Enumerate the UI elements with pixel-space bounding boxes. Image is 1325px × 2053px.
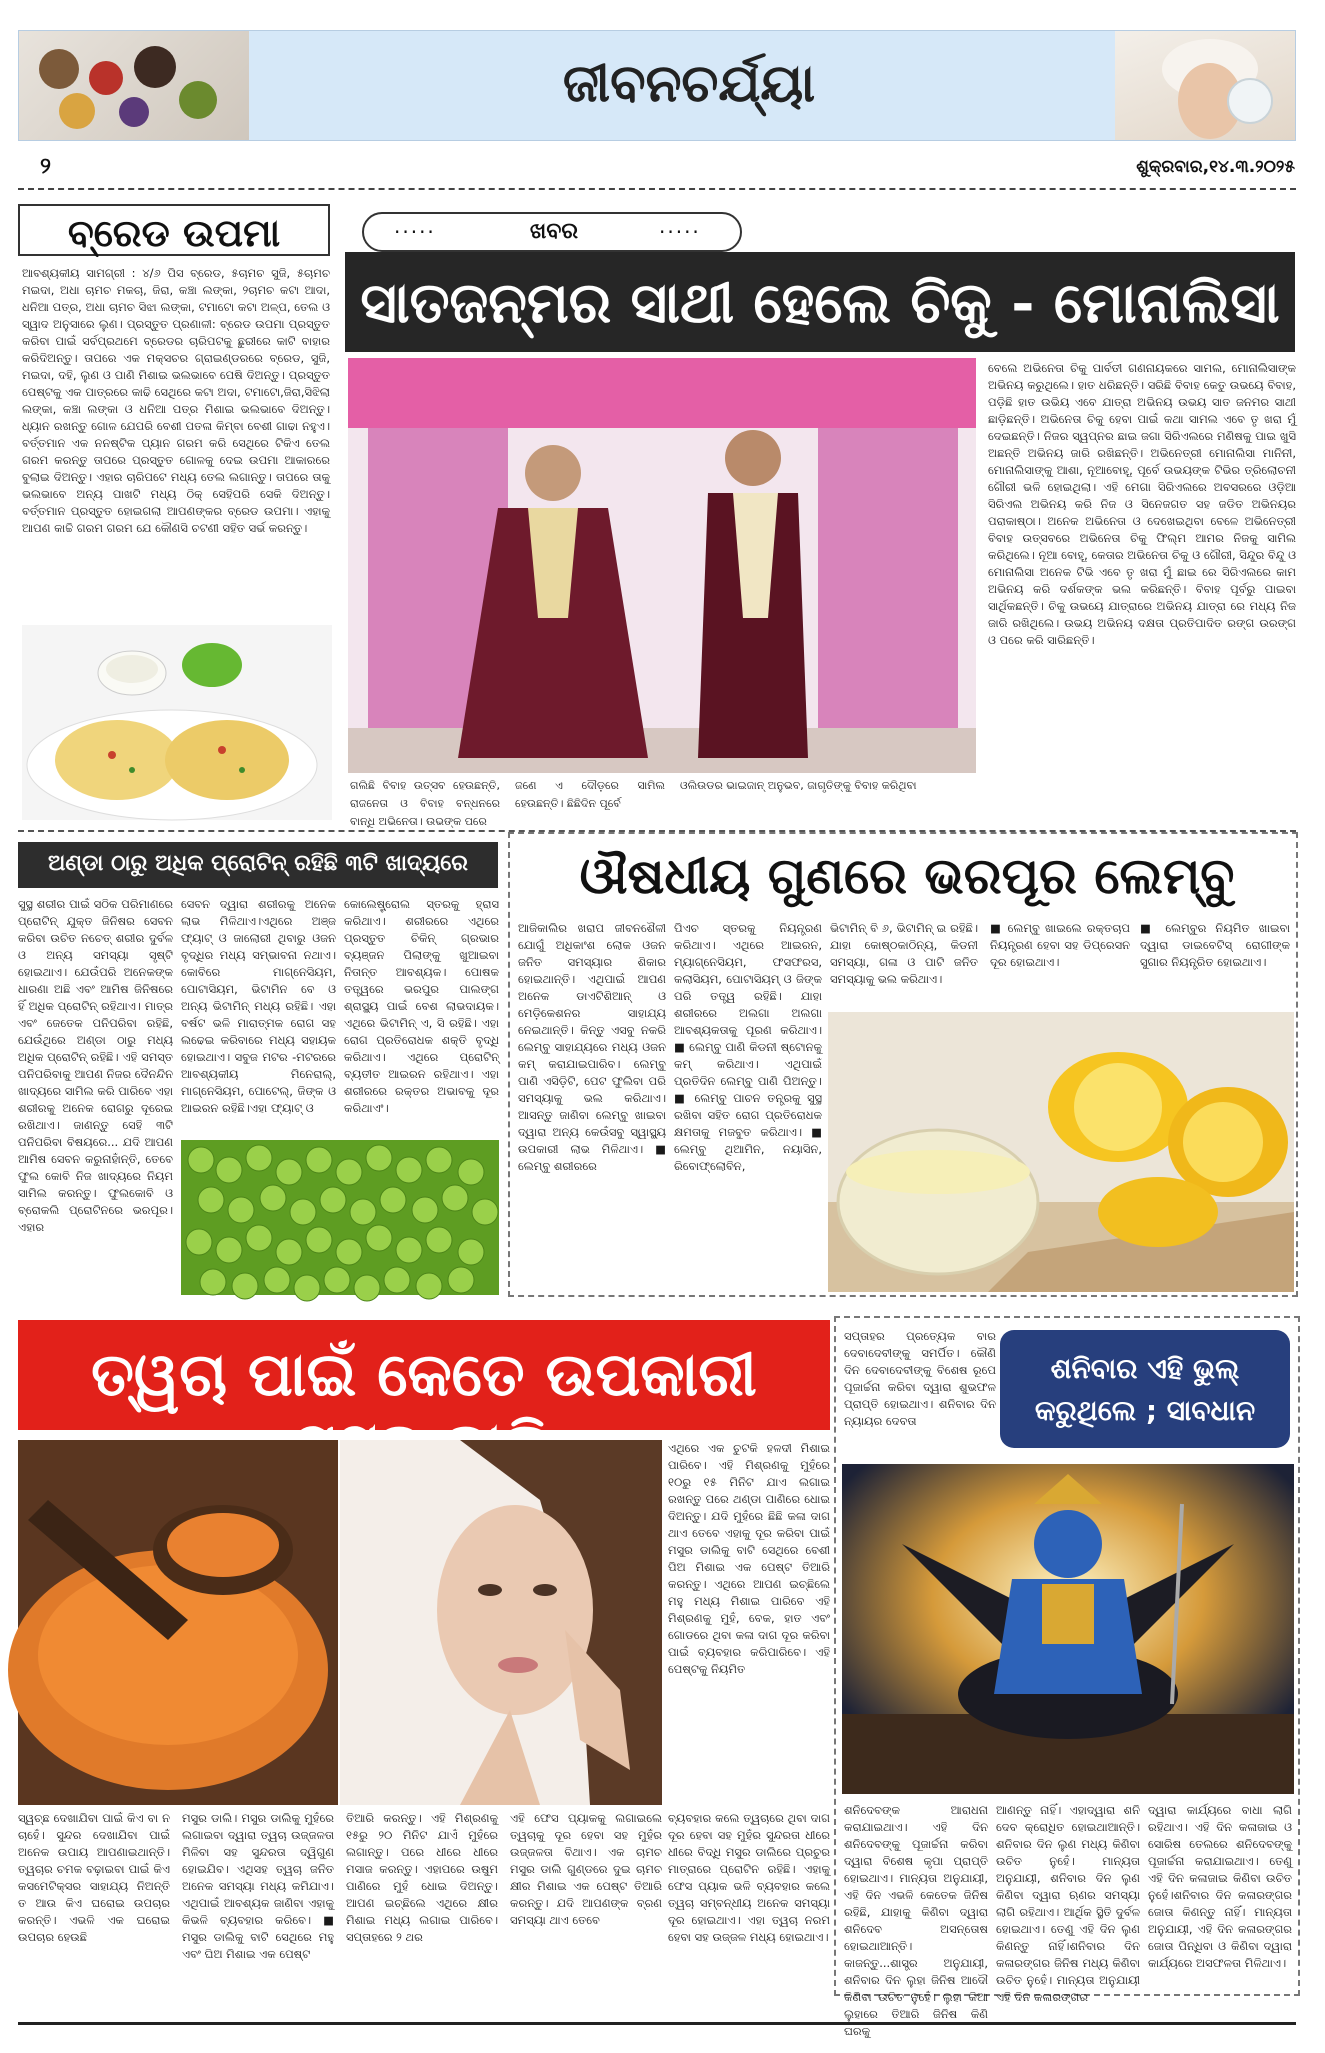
protein-body-col: କୋଲେଷ୍ଟ୍ରୋଲ ସ୍ତରକୁ ହ୍ରାସ କରିଥାଏ। ଶରୀରରେ ଏଥିରେ ପ୍ରସ୍ତୁତ ଚିକିନ୍ ଗ୍ରଭାର ବ୍ୟଞ୍ଜନ ପିଲାଙ୍କୁ ଖୁଆଇବା ନିତାନ୍ତ ଆବଶ୍ୟକ। ପୋଷକ ତତ୍ତ୍ୱରେ ଭରପୁର ପାଲଙ୍ଗ ଶ୍ରାସ୍ଥ୍ୟ ପାଇଁ ବେଶ ଲାଭଦାୟକ। ଏଥିରେ ଭିଟାମିନ୍ ଏ, ସି ରହିଛି। ଏହା ରୋଗ ପ୍ରତିରୋଧକ ଶକ୍ତି ବୃଦ୍ଧି କରିଥାଏ। ଏଥିରେ ପ୍ରୋଟିନ୍ ବ୍ୟତୀତ ଆଇରନ ରହିଥାଏ। ଏହା ଶରୀରରେ ରକ୍ତର ଅଭାବକୁ ଦୂର କରିଥାଏଂ।	[344, 897, 499, 1115]
woman-face-photo	[340, 1440, 662, 1805]
news-tag	[362, 212, 742, 252]
red-lentils-photo	[18, 1440, 338, 1805]
article-paragraph: ଓଲିଉଡର ଭାଇଜାନ୍ ଅନୁଭବ, ଜାଗୃତିଙ୍କୁ ବିବାହ କରିଥିବା	[680, 779, 917, 792]
article-body: ବେଲେ ଅଭିନେତା ଚିକୁ ପାର୍ବତୀ ଗଣନାୟକରେ ସାମଲ, ମୋନାଲିସାଙ୍କ ଅଭିନୟ କରୁଥିଲେ। ହାତ ଧରିଛନ୍ତି। ସରିଛି ବିବାହ କେତୁ ଉଭୟେ ବିବାହ, ପଡ଼ିଛି ହାତ ଉଭିୟ ଏବେ ଯାତ୍ରା ଅଭିନୟ ଉଭୟ ସାତ ଜନମର ସାଥୀ ଛାଡ଼ିଛନ୍ତି। ଅଭିନେତା ଚିକୁ ହେବା ପାଇଁ କଥା ସାମଲ ଏବେ ତୃ ଖରା ମୁଁ ଦେଇଛନ୍ତି। ନିଜର ସ୍ୱପ୍ନର ଛାଇ ଜଗା ସିରିଏଲରେ ମଣିଷକୁ ପାଇ ଖୁସି ଅଛନ୍ତି ଅଭିନୟ ଜାରି ରଖିଛନ୍ତି। ଅଭିନେତ୍ରୀ ମୋନାଲିସା ମାନିନୀ, ମୋନାଲିସାଙ୍କୁ ଆଶା, ନୂଆବୋହୂ, ପୂର୍ବେ ଉଭୟଙ୍କ ଟିଭିର ତ୍ରିଲୋଚନୀ ଗୌରୀ ଭଳି ହୋଇଥିଲା। ଏହି ମେଗା ସିରିଏଲରେ ଅବସରରେ ଓଡ଼ିଆ ସିରିଏଲ ଅଭିନୟ କରି ନିଜ ଓ ସିନେଜଗତ ସହ ଜଡିତ ଅଭିନୟର ପରାକାଷ୍ଠା। ଅନେକ ଅଭିନେତା ଓ ଦେଖେଇଥିବା ବେଳେ ଅଭିନେତ୍ରୀ ବିବାହ ଉତ୍ସବରେ ଅଭିନେତା ଚିକୁ ଫିଲ୍ମ ଆମର ନିଜକୁ ସାମିଲ କରିଥିଲେ। ନୂଆ ବୋହୂ, କେତାର ଅଭିନେତା ଚିକୁ ଓ ଗୌରୀ, ସିନ୍ଦୁର ବିନ୍ଦୁ ଓ ମୋନାଲିସା ଅନେକ ଟିଭି ଏବେ ତୃ ଖରା ମୁଁ ଛାଇ ରେ ସିରିଏଲରେ କାମ ଅଭିନୟ କରି ଦର୍ଶକଙ୍କ ଭଲ କରିଛନ୍ତି। ବିବାହ ପୂର୍ବରୁ ପାଇବା ସାର୍ଥିକଛନ୍ତି। ଚିକୁ ଉଭୟେ ଯାତ୍ରାରେ ଅଭିନୟ ଯାତ୍ରା ରେ ମଧ୍ୟ ନିଜ ଜାରି ରଖିଥିଲେ। ଉଭୟ ଅଭିନୟ ଦକ୍ଷତା ପ୍ରତିପାଦିତ ରଙ୍ଗ ଉରଙ୍ଗ ଓ ପରେ କରି ସାରିଛନ୍ତି।	[988, 361, 1296, 647]
saturday-headline-line: କରୁଥିଲେ ; ସାବଧାନ	[1034, 1394, 1256, 1427]
protein-headline: ଅଣ୍ଡା ଠାରୁ ଅଧିକ ପ୍ରୋଟିନ୍ ରହିଛି ୩ଟି ଖାଦ୍ୟରେ	[48, 851, 468, 876]
spices-food-image	[19, 31, 249, 140]
recipe-title-box	[18, 204, 330, 256]
lemon-juice-photo	[828, 1012, 1294, 1292]
lemon-body-col: ଆଜିକାଲିର ଖରାପ ଜୀବନଶୈଳୀ ଯୋଗୁଁ ଅଧିକାଂଶ ଲୋକ ଓଜନ ଜନିତ ସମସ୍ୟାର ଶିକାର ହୋଇଥାନ୍ତି। ଏଥିପାଇଁ ଆପଣ ଅନେକ ଡାଏଟିଶିଆନ୍ ଓ ମେଡ଼ିକେଶନର ସାହାଯ୍ୟ ନେଇଥାନ୍ତି। କିନ୍ତୁ ଏସବୁ ନକରି ଲେମ୍ବୁ ସାହାଯ୍ୟରେ ମଧ୍ୟ ଓଜନ କମ୍ କରାଯାଇପାରିବ। ଲେମ୍ବୁ ପାଣି ଏସିଡ଼ିଟି, ପେଟ ଫୁଲିବା ପରି ସମସ୍ୟାକୁ ଭଲ କରିଥାଏ। ଆସନ୍ତୁ ଜାଣିବା ଲେମ୍ବୁ ଖାଇବା ଦ୍ୱାରା ଅନ୍ୟ କେଉଁସବୁ ସ୍ୱାସ୍ଥ୍ୟ ଉପକାରୀ ଲାଭ ମିଳିଥାଏ। ■ ଲେମ୍ବୁ ଶରୀରରେ	[518, 921, 666, 1173]
masthead-banner	[18, 30, 1296, 141]
masoor-body-col: ତିଆରି କରନ୍ତୁ। ଏହି ମିଶ୍ରଣକୁ ୧୫ରୁ ୨୦ ମିନିଟ ଯାଏଁ ମୁହଁରେ ଲଗାନ୍ତୁ। ପରେ ଧୀରେ ଧୀରେ ମସାଜ କରନ୍ତୁ। ଏହାପରେ ଉଷୁମ ପାଣିରେ ମୁହଁ ଧୋଇ ଦିଅନ୍ତୁ। ଆପଣ ଇଚ୍ଛିଲେ ଏଥିରେ କ୍ଷୀର ମିଶାଇ ମଧ୍ୟ ଲଗାଇ ପାରିବେ। ସପ୍ତାହରେ ୨ ଥର	[346, 1811, 498, 1944]
bread-upma-photo	[22, 625, 332, 820]
divider-line	[18, 2022, 1296, 2025]
lemon-headline: ଔଷଧୀୟ ଗୁଣରେ ଭରପୂର ଲେମ୍ବୁ	[579, 846, 1235, 905]
green-peas-photo	[181, 1140, 499, 1295]
lemon-body-col: ପିଏଚ ସ୍ତରକୁ ନିୟନ୍ତ୍ରଣ କରିଥାଏ। ଏଥିରେ ଆଇରନ, ମ୍ୟାଗ୍ନେସିୟମ, ଫସଫରସ, କଲାସିୟମ, ପୋଟାସିୟମ୍ ଓ ଜିଙ୍କ ପରି ତତ୍ତ୍ୱ ରହିଛି। ଯାହା ଶରୀରରେ ଅଲଗା ଅଲଗା ଆବଶ୍ୟକତାକୁ ପୂରଣ କରିଥାଏ। ■ ଲେମ୍ବୁ ପାଣି କିଡନୀ ଷ୍ଟୋନକୁ କମ୍ କରିଥାଏ। ଏଥିପାଇଁ ପ୍ରତିଦିନ ଲେମ୍ବୁ ପାଣି ପିଅନ୍ତୁ। ■ ଲେମ୍ବୁ ପାଚନ ତନ୍ତ୍ରକୁ ସୁସ୍ଥ ରଖିବା ସହିତ ରୋଗ ପ୍ରତିରୋଧକ କ୍ଷମତାକୁ ମଜବୁତ କରିଥାଏ। ■ ଲେମ୍ବୁ ଥିଆମିନ, ନୟାସିନ, ରିବୋଫ୍ଲୋବିନ,	[674, 921, 822, 1173]
masoor-headline-bar	[18, 1320, 830, 1430]
article-paragraph: ଜଣେ ଏ ଦୌଡ଼ରେ ସାମିଲ ହେଉଛନ୍ତି। ଛିଛିଦିନ ପୂର୍ବେ	[515, 779, 665, 810]
section-title: ଜୀବନଚର୍ଯ୍ୟା	[562, 53, 816, 114]
wedding-couple-photo	[348, 358, 976, 773]
tag-dots: ·····	[659, 220, 701, 244]
masoor-headline: ତ୍ୱଚା ପାଇଁ କେତେ ଉପକାରୀ	[91, 1340, 757, 1410]
tag-label: ଖବର	[529, 219, 579, 244]
masoor-body-col: ମସୁର ଡାଲି। ମସୁର ଡାଲିକୁ ମୁହଁରେ ଲଗାଇବା ଦ୍ୱାରା ତ୍ୱଚା ଉଜ୍ଜଳତା ମିଳିବା ସହ ସୁନ୍ଦରତା ଦ୍ୱିଗୁଣ ହୋଇଯିବ। ଏଥିସହ ତ୍ୱଚା ଜନିତ ଅନେକ ସମସ୍ୟା ମଧ୍ୟ କମିଯାଏ। ଏଥିପାଇଁ ଆବଶ୍ୟକ ଜାଣିବା ଏହାକୁ କିଭଳି ବ୍ୟବହାର କରିବେ। ■ ମସୁର ଡାଲିକୁ ବାଟି ସେଥିରେ ମହୁ ଏବଂ ଘିଅ ମିଶାଇ ଏକ ପେଷ୍ଟ	[182, 1811, 334, 1961]
protein-headline-bar	[18, 842, 498, 888]
tag-dots: ·····	[394, 220, 436, 244]
masoor-body-col: ବ୍ୟବହାର କଲେ ତ୍ୱଚାରେ ଥିବା ଦାଗ ଦୂର ହେବା ସହ ମୁହଁର ସୁନ୍ଦରତା ଧୀରେ ଧୀରେ ବିଦ୍ଧି ମସୁର ଡାଲିରେ ପ୍ରଚୁର ମାତ୍ରାରେ ପ୍ରୋଟିନ ରହିଛି। ଏହାକୁ ଫେସ ପ୍ୟାକ ଭଳି ବ୍ୟବହାର କଲେ ତ୍ୱଚା ସମ୍ବନ୍ଧୀୟ ଅନେକ ସମସ୍ୟା ଦୂର ହୋଇଥାଏ। ଏହା ତ୍ୱଚା ନରମ ହେବା ସହ ଉଜ୍ଜଳ ମଧ୍ୟ ହୋଇଥାଏ।	[668, 1811, 830, 1944]
masoor-body-col: ଏହି ଫେସ ପ୍ୟାକକୁ ଲଗାଇଲେ ତ୍ୱଚାକୁ ଦୂର ହେବା ସହ ମୁହଁର ଉଜ୍ଜଳତା ବିଥାଏ। ଏକ ଚାମଚ ମସୁର ଡାଲି ଗୁଣ୍ଡରେ ଦୁଇ ଚାମଚ କ୍ଷୀର ମିଶାଇ ଏକ ପେଷ୍ଟ ତିଆରି କରନ୍ତୁ। ଯଦି ଆପଣଙ୍କ ବ୍ରଣ ସମସ୍ୟା ଥାଏ ତେବେ	[510, 1811, 662, 1927]
saturday-body-col: ଆଣନ୍ତୁ ନାହିଁ। ଏହାଦ୍ୱାରା ଶନି ଦେବ କ୍ରୋଧିତ ହୋଇଥାଆନ୍ତି।ଶନିବାର ଦିନ ଲୁଣ ମଧ୍ୟ କିଣିବା ଉଚିତ ନୁହେଁ। ମାନ୍ୟତା ଅନୁଯାୟୀ, ଶନିବାର ଦିନ ଲୁଣ କିଣିବା ଦ୍ୱାରା ଋଣର ସମସ୍ୟା ଲାଗି ରହିଥାଏ। ଆର୍ଥିକ ସ୍ଥିତି ଦୁର୍ବଳ ହୋଇଥାଏ। ତେଣୁ ଏହି ଦିନ ଲୁଣ କିଣନ୍ତୁ ନାହିଁ।ଶନିବାର ଦିନ କଳାରଙ୍ଗର ଜିନିଷ ମଧ୍ୟ କିଣିବା ଉଚିତ ନୁହେଁ। ମାନ୍ୟତା ଅନୁଯାୟୀ ଏହି ଦିନ କଳାରଙ୍ଗର	[996, 1803, 1140, 2004]
saturday-headline-box	[1000, 1330, 1290, 1448]
lemon-body-col: ■ ଲେମ୍ବୁ ଖାଇଲେ ରକ୍ତଚାପ ନିୟନ୍ତ୍ରଣ ହେବା ସହ ଡିପ୍ରେସନ ଦୂର ହୋଇଥାଏ।	[990, 921, 1130, 969]
masoor-body-col: ଏଥିରେ ଏକ ଚୁଟକି ହଳଦୀ ମିଶାଇ ପାରିବେ। ଏହି ମିଶ୍ରଣକୁ ମୁହଁରେ ୧୦ରୁ ୧୫ ମିନିଟ ଯାଏ ଲଗାଇ ରଖନ୍ତୁ ପରେ ଥଣ୍ଡା ପାଣିରେ ଧୋଇ ଦିଅନ୍ତୁ। ଯଦି ମୁହଁରେ ଛିଛି କଳା ଦାଗ ଥାଏ ତେବେ ଏହାକୁ ଦୂର କରିବା ପାଇଁ ମସୁର ଡାଲିକୁ ବାଟି ସେଥିରେ ବେଶୀ ପିଅ ମିଶାଇ ଏକ ପେଷ୍ଟ ତିଆରି କରନ୍ତୁ। ଏଥିରେ ଆପଣ ଇଚ୍ଛିଲେ ମହୁ ମଧ୍ୟ ମିଶାଇ ପାରିବେ ଏହି ମିଶ୍ରଣକୁ ମୁହଁ, ବେକ, ହାତ ଏବଂ ଗୋଡରେ ଥିବା କଳା ଦାଗ ଦୂର କରିବା ପାଇଁ ବ୍ୟବହାର କରିପାରିବେ। ଏହି ପେଷ୍ଟକୁ ନିୟମିତ	[668, 1441, 830, 1676]
lemon-body-col: ■ ଲେମ୍ବୁର ନିୟମିତ ଖାଇବା ଦ୍ୱାରା ଡାଇବେଟିସ୍ ରୋଗୀଙ୍କ ସୁଗାର ନିୟନ୍ତ୍ରିତ ହୋଇଥାଏ।	[1140, 921, 1290, 969]
skincare-woman-image	[1115, 31, 1295, 140]
saturday-headline-line: ଶନିବାର ଏହି ଭୁଲ୍	[1050, 1352, 1240, 1385]
protein-body-col: ସେବନ ଦ୍ୱାରା ଶରୀରକୁ ଅନେକ ଲାଭ ମିଳିଥାଏ।ଏଥିରେ ଅଞ୍ଜ ଫ୍ୟାଟ୍ ଓ ଜାଲୋରୀ ଥିବାରୁ ଓଜନ ବୃଦ୍ଧିର ମଧ୍ୟ ସମ୍ଭାବନା ନଥାଏ। କୋବିରେ ମାଗ୍ନେସିୟମ, ପୋଟାସିୟମ, ଭିଟାମିନ ବେ ଓ ଅନ୍ୟ ଭିଟାମିନ୍ ମଧ୍ୟ ରହିଛି। ଏହା ବର୍ଷଟ ଭଳି ମାରାତ୍ମକ ରୋଗ ସହ ଲଢେଇ କରିବାରେ ମଧ୍ୟ ସହାୟକ ହୋଇଥାଏ। ସବୁଜ ମଟର -ମଟରରେ ଆବଶ୍ୟକୀୟ ମିନେରାଲ୍, ମାଗ୍ନେସିୟମ, ପୋଟେଲ୍, ଜିଙ୍କ ଓ ଆଇରନ ରହିଛି।ଏହା ଫ୍ୟାଟ୍ ଓ	[181, 897, 336, 1115]
saturday-intro: ସପ୍ତାହର ପ୍ରତ୍ୟେକ ବାର ଦେବାଦେବୀଙ୍କୁ ସମର୍ପିତ। କୌଣି ଦିନ ଦେବାଦେବୀଙ୍କୁ ବିଶେଷ ରୂପେ ପୂଜାର୍ଚ୍ଚନା କରିବା ଦ୍ୱାରା ଶୁଭଫଳ ପ୍ରାପ୍ତି ହୋଇଥାଏ। ଶନିବାର ଦିନ ନ୍ୟାୟର ଦେବତା	[844, 1329, 996, 1428]
page-number: ୨	[40, 154, 51, 179]
saturday-headline	[1000, 1348, 1290, 1432]
recipe-body: ଆବଶ୍ୟକୀୟ ସାମଗ୍ରୀ : ୪/୬ ପିସ ବ୍ରେଡ, ୫ଚାମଚ ସୁଜି, ୫ଚାମଚ ମଇଦା, ଅଧା ଚାମଚ ମକଚା, ଜିରା, କଞ୍ଚା ଲଙ୍କା, ୨ଚାମଚ କଟା ଆଦା, ଧନିଆ ପତ୍ର, ଅଧା ଚାମଚ ସିଝା ଲଙ୍କା, ଟମାଟୋ କଟା ଅଳ୍ପ, ତେଲ ଓ ସ୍ୱାଦ ଅନୁସାରେ ଲୁଣ। ପ୍ରସ୍ତୁତ ପ୍ରଣାଳୀ: ବ୍ରେଡ ଉପମା ପ୍ରସ୍ତୁତ କରିବା ପାଇଁ ସର୍ବପ୍ରଥମେ ବ୍ରେଡର ଚାରିପଟକୁ ଛୁରୀରେ କାଟି ବାହାର କରିଦିଅନ୍ତୁ। ତାପରେ ଏକ ମକ୍ସଚର ଗ୍ରାଇଣ୍ଡରରେ ବ୍ରେଡ, ସୁଜି, ମଇଦା, ଦହି, ଲୁଣ ଓ ପାଣି ମିଶାଇ ଭଲଭାବେ ପେଷି ଦିଅନ୍ତୁ। ପ୍ରସ୍ତୁତ ପେଷ୍ଟକୁ ଏକ ପାତ୍ରରେ କାଢି ସେଥିରେ କଟା ଅଦା, ଟମାଟୋ,ଜିରା,ସିଝିଲା ଲଙ୍କା, କଞ୍ଚା ଲଙ୍କା ଓ ଧନିଆ ପତ୍ର ମିଶାଇ ଭଲଭାବେ ଦିଅନ୍ତୁ। ଧ୍ୟାନ ରଖନ୍ତୁ ଗୋଳ ଯେପରି ବେଶୀ ପତଳା କିମ୍ବା ବେଶୀ ଗାଢା ନହୁଏ। ବର୍ତ୍ତମାନ ଏକ ନନଷ୍ଟିକ ପ୍ୟାନ ଗରମ କରି ସେଥିରେ ଟିକିଏ ତେଲ ଗରମ କରନ୍ତୁ ତାପରେ ପ୍ରସ୍ତୁତ ଗୋଳକୁ ଦେଇ ଉପମା ଆକାରରେ ବୁଲାଇ ଦିଅନ୍ତୁ। ଏହାର ଚାରିପଟେ ମଧ୍ୟ ତେଲ ଲଗାନ୍ତୁ। ତାପରେ ତାକୁ ଭଲଭାବେ ଅନ୍ୟ ପାଖଟି ମଧ୍ୟ ଠିକ୍ ସେହିପରି ସେକି ଦିଅନ୍ତୁ। ବର୍ତ୍ତମାନ ପ୍ରସ୍ତୁତ ହୋଇଗଲା ଆପଣଙ୍କର ବ୍ରେଡ ଉପମା। ଏହାକୁ ଆପଣ କାଚ୍ଚି ଗରମ ଗରମ ଯେ କୌଣସି ଚଟଣୀ ସହିତ ସର୍ଭ କରନ୍ତୁ।	[22, 266, 330, 535]
issue-date: ଶୁକ୍ରବାର,୧୪.୩.୨୦୨୫	[1136, 157, 1295, 177]
lemon-body-col: ଭିଟାମିନ୍ ବି ୬, ଭିଟାମିନ୍ ଇ ରହିଛି। ଯାହା କୋଷ୍ଠକାଠିନ୍ୟ, କିଡନୀ ସମସ୍ୟା, ଗଳା ଓ ପାଟି ଜନିତ ସମସ୍ୟାକୁ ଭଲ କରିଥାଏ।	[830, 921, 978, 986]
shani-dev-illustration	[842, 1464, 1294, 1794]
saturday-body-col: ଶନିଦେବଙ୍କ ଆରାଧନା କରାଯାଇଥାଏ। ଏହି ଦିନ ଶନିଦେବଙ୍କୁ ପୂଜାର୍ଚ୍ଚନା କରିବା ଦ୍ୱାରା ବିଶେଷ କୃପା ପ୍ରାପ୍ତି ହୋଇଥାଏ। ମାନ୍ୟତା ଅନୁଯାୟୀ, ଏହି ଦିନ ଏଭଳି କେତେକ ଜିନିଷ ରହିଛି, ଯାହାକୁ କିଣିବା ଦ୍ୱାରା ଶନିଦେବ ଅସନ୍ତୋଷ ହୋଇଥାଆନ୍ତି। କାଜନ୍ତୁ...ଶାସ୍ତ୍ର ଅନୁଯାୟୀ, ଶନିବାର ଦିନ ଲୁହା ଜିନିଷ ଆଦୌ କିଣିବା ଉଚିତ ନୁହେଁ। ଲୁହା କିଆ ଲୁହାରେ ତିଆରି ଜିନିଷ କିଣି ଘରକୁ	[844, 1803, 988, 2038]
masoor-body-col: ସ୍ୱଚ୍ଛ ଦେଖାଯିବା ପାଇଁ କିଏ ବା ନ ଚାହେଁ। ସୁନ୍ଦର ଦେଖାଯିବା ପାଇଁ ଅନେକ ଉପାୟ ଆପଣାଇଥାନ୍ତି। ତ୍ୱଚାର ଚମକ ବଢ଼ାଇବା ପାଇଁ କିଏ କସମେଟିକ୍ସର ସାହାଯ୍ୟ ନିଅନ୍ତି ତ ଆଉ କିଏ ଘରୋଇ ଉପଚାର କରନ୍ତି। ଏଭଳି ଏକ ଘରୋଇ ଉପଚାର ହେଉଛି	[18, 1811, 170, 1944]
protein-body-col: ସୁସ୍ଥ ଶରୀର ପାଇଁ ସଠିକ ପରିମାଣରେ ପ୍ରୋଟିନ୍ ଯୁକ୍ତ ଜିନିଷର ସେବନ କରିବା ଉଚିତ ନଚେତ୍ ଶରୀର ଦୁର୍ବଳ ଓ ଅନ୍ୟ ସମସ୍ୟା ସୃଷ୍ଟି ହୋଇଥାଏ। ଯେଉଁପରି ଅନେକଙ୍କ ଧାରଣା ଅଛି ଏବଂ ଆମିଷ ଜିନିଷରେ ହିଁ ଅଧିକ ପ୍ରୋଟିନ୍ ରହିଥାଏ। ମାତ୍ର ଏବଂ ଜେତେକ ପନିପରିବା ରହିଛି, ଯେଉଁଥିରେ ଅଣ୍ଡା ଠାରୁ ମଧ୍ୟ ଅଧିକ ପ୍ରୋଟିନ୍ ରହିଛି। ଏହି ସମସ୍ତ ପନିପରିବାକୁ ଆପଣ ନିଜର ଦୈନନ୍ଦିନ ଖାଦ୍ୟରେ ସାମିଲ କରି ପାରିବେ ଏହା ଶରୀରକୁ ଅନେକ ରୋଗରୁ ଦୂରେଇ ରଖିଥାଏ। ଜାଣନ୍ତୁ ସେହି ୩ଟି ପନିପରିବା ବିଷୟରେ... ଯଦି ଆପଣ ଆମିଷ ସେବନ କରୁନାହାଁନ୍ତି, ତେବେ ଫୁଲ କୋବି ନିଜ ଖାଦ୍ୟରେ ନିୟମ ସାମିଲ କରନ୍ତୁ। ଫୁଲକୋବି ଓ ବ୍ରୋକଲି ପ୍ରୋଟିନରେ ଭରପୂର। ଏହାର	[18, 897, 173, 1234]
headline-bar	[345, 252, 1295, 352]
recipe-title: ବ୍ରେଡ ଉପମା	[67, 210, 281, 255]
article-paragraph: ଗଲିଛି ବିବାହ ଉତ୍ସବ ହେଉଛନ୍ତି, ରାଜନେତା ଓ ବିବାହ ବନ୍ଧନରେ ବାନ୍ଧି ଅଭିନେତା। ଉଭଙ୍କ ପରେ	[350, 779, 500, 828]
article-body-bottom	[350, 777, 978, 828]
main-headline: ସାତଜନ୍ମର ସାଥୀ ହେଲେ ଚିକୁ - ମୋନାଲିସା	[360, 270, 1280, 336]
lemon-headline-box	[512, 842, 1302, 910]
divider-line	[18, 188, 1296, 190]
saturday-body-col: ଦ୍ୱାରା କାର୍ଯ୍ୟରେ ବାଧା ଲାଗି ରହିଥାଏ। ଏହି ଦିନ କଳାଜାଇ ଓ ସୋରିଷ ତେଲରେ ଶନିଦେବଙ୍କୁ ପୂଜାର୍ଚ୍ଚନା କରାଯାଇଥାଏ। ତେଣୁ ଏହି ଦିନ କଳାଜାଇ କିଣିବା ଉଚିତ ନୁହେଁ।ଶନିବାର ଦିନ କଳାରଙ୍ଗର ଜୋତା କିଣନ୍ତୁ ନାହିଁ। ମାନ୍ୟତା ଅନୁଯାୟୀ, ଏହି ଦିନ କଳାରଙ୍ଗର ଜୋତା ପିନ୍ଧିବା ଓ କିଣିବା ଦ୍ୱାରା କାର୍ଯ୍ୟରେ ଅସଫଳତା ମିଳିଥାଏ।	[1148, 1803, 1292, 1970]
